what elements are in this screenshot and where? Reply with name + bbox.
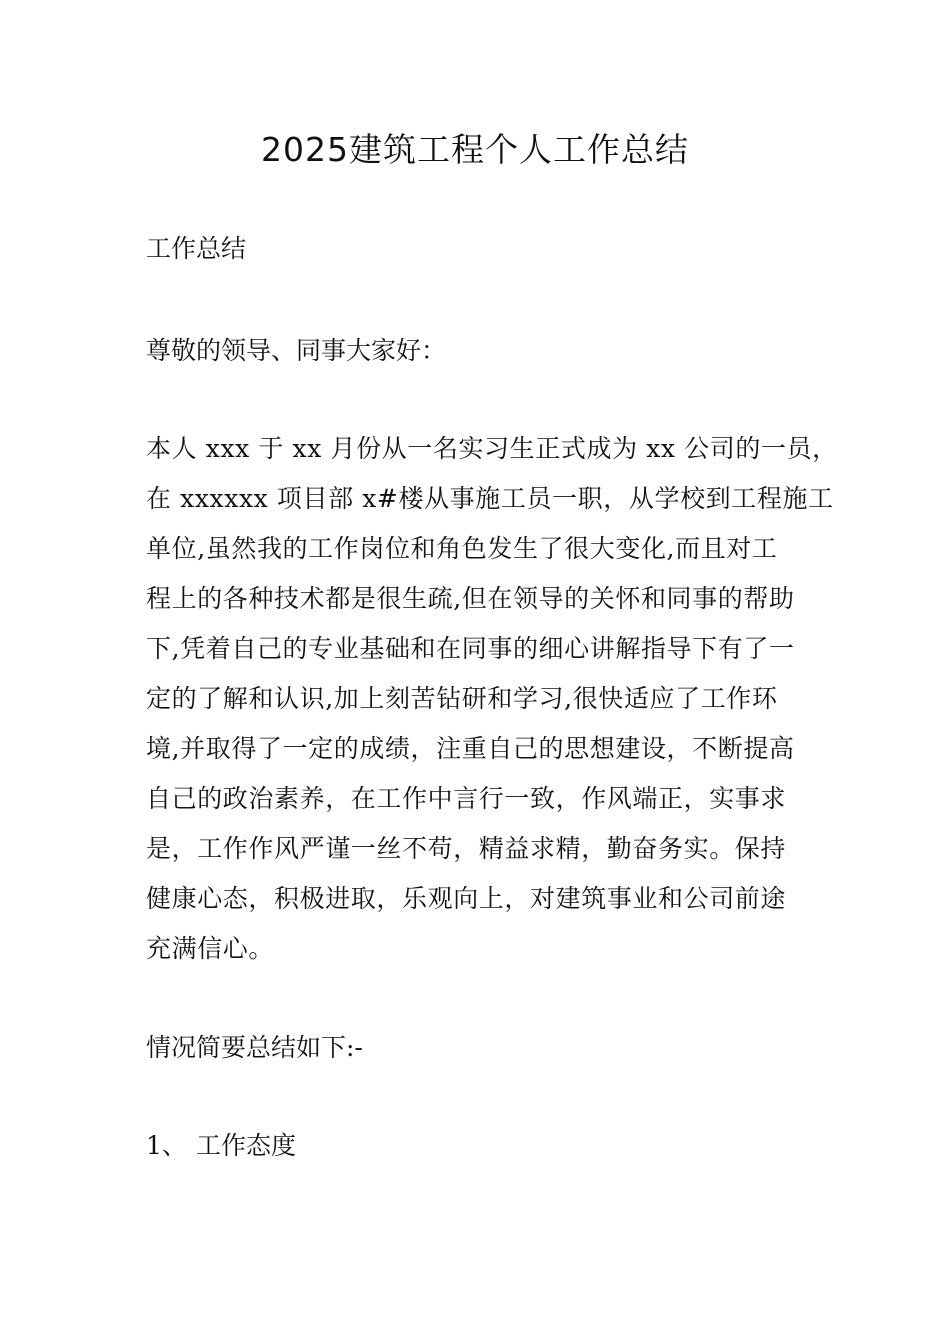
paragraph-line: 充满信心。 — [146, 934, 275, 963]
summary-intro: 情况简要总结如下:- — [146, 1033, 363, 1062]
paragraph-line: 本人 xxx 于 xx 月份从一名实习生正式成为 xx 公司的一员， — [146, 434, 838, 463]
paragraph-line: 境,并取得了一定的成绩，注重自己的思想建设，不断提高 — [146, 734, 795, 763]
section-heading: 工作总结 — [146, 234, 247, 263]
list-item-number: 1、 — [146, 1131, 187, 1160]
document-title: 2025建筑工程个人工作总结 — [261, 130, 689, 169]
greeting-line: 尊敬的领导、同事大家好： — [146, 336, 447, 365]
paragraph-line: 下,凭着自己的专业基础和在同事的细心讲解指导下有了一 — [146, 634, 795, 663]
paragraph-line: 健康心态，积极进取，乐观向上，对建筑事业和公司前途 — [146, 884, 787, 913]
paragraph-line: 自己的政治素养，在工作中言行一致，作风端正，实事求 — [146, 784, 787, 813]
paragraph-line: 定的了解和认识,加上刻苦钻研和学习,很快适应了工作环 — [146, 684, 778, 713]
list-item-label: 工作态度 — [196, 1131, 297, 1160]
body-paragraph — [146, 424, 838, 974]
paragraph-line: 是，工作作风严谨一丝不苟，精益求精，勤奋务实。保持 — [146, 834, 787, 863]
list-item — [146, 1128, 296, 1164]
paragraph-line: 单位,虽然我的工作岗位和角色发生了很大变化,而且对工 — [146, 534, 778, 563]
paragraph-line: 在 xxxxxx 项目部 x#楼从事施工员一职，从学校到工程施工 — [146, 484, 834, 513]
paragraph-line: 程上的各种技术都是很生疏,但在领导的关怀和同事的帮助 — [146, 584, 795, 613]
